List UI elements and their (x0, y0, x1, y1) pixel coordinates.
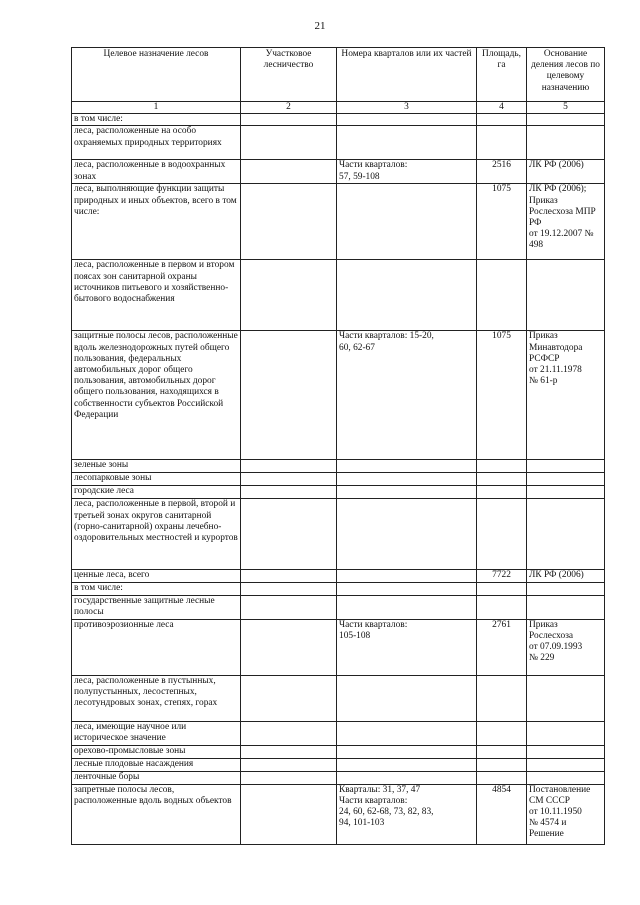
cell-quarters: Кварталы: 31, 37, 47 Части кварталов: 24, 60, 62-68, 73, 82, 83, 94, 101-103 (337, 784, 477, 844)
cell-area: 7722 (477, 570, 527, 583)
cell-purpose: зеленые зоны (72, 460, 241, 473)
cell-district (241, 331, 337, 460)
column-number: 5 (527, 102, 605, 114)
column-number: 1 (72, 102, 241, 114)
cell-basis: ЛК РФ (2006) (527, 570, 605, 583)
cell-basis (527, 486, 605, 499)
cell-area (477, 126, 527, 160)
cell-basis: ЛК РФ (2006); Приказ Рослесхоза МПР РФ от 19.12.2007 № 498 (527, 184, 605, 260)
cell-quarters (337, 499, 477, 570)
column-number: 4 (477, 102, 527, 114)
cell-purpose: противоэрозионные леса (72, 619, 241, 675)
table-row (72, 595, 605, 619)
cell-district (241, 486, 337, 499)
cell-purpose: в том числе: (72, 583, 241, 595)
cell-quarters (337, 260, 477, 331)
table-row (72, 486, 605, 499)
cell-basis: ЛК РФ (2006) (527, 160, 605, 184)
cell-basis (527, 260, 605, 331)
header-quarters: Номера кварталов или их частей (337, 48, 477, 102)
cell-quarters (337, 583, 477, 595)
cell-quarters: Части кварталов: 15-20, 60, 62-67 (337, 331, 477, 460)
cell-basis: Приказ Минавтодора РСФСР от 21.11.1978 № 61-р (527, 331, 605, 460)
cell-district (241, 583, 337, 595)
cell-quarters (337, 758, 477, 771)
table-row (72, 745, 605, 758)
cell-basis (527, 771, 605, 784)
table-row (72, 675, 605, 721)
table-row (72, 771, 605, 784)
cell-district (241, 126, 337, 160)
cell-quarters (337, 114, 477, 126)
cell-quarters (337, 184, 477, 260)
cell-purpose: леса, расположенные в первой, второй и третьей зонах округов санитарной (горно-санитарной) охраны лечебно-оздоровительных местностей и курортов (72, 499, 241, 570)
cell-purpose: государственные защитные лесные полосы (72, 595, 241, 619)
cell-quarters (337, 771, 477, 784)
cell-district (241, 784, 337, 844)
cell-district (241, 473, 337, 486)
cell-area (477, 114, 527, 126)
cell-purpose: леса, имеющие научное или историческое значение (72, 721, 241, 745)
cell-purpose: в том числе: (72, 114, 241, 126)
table-row (72, 583, 605, 595)
cell-area (477, 460, 527, 473)
cell-area (477, 473, 527, 486)
page-number: 21 (314, 20, 326, 32)
cell-area: 1075 (477, 184, 527, 260)
cell-purpose: леса, расположенные на особо охраняемых природных территориях (72, 126, 241, 160)
cell-district (241, 619, 337, 675)
cell-district (241, 499, 337, 570)
cell-purpose: запретные полосы лесов, расположенные вдоль водных объектов (72, 784, 241, 844)
cell-district (241, 184, 337, 260)
cell-district (241, 160, 337, 184)
cell-area (477, 486, 527, 499)
cell-basis (527, 583, 605, 595)
cell-area (477, 745, 527, 758)
cell-quarters: Части кварталов: 57, 59-108 (337, 160, 477, 184)
cell-district (241, 570, 337, 583)
cell-district (241, 260, 337, 331)
cell-purpose: леса, расположенные в водоохранных зонах (72, 160, 241, 184)
table-row (72, 331, 605, 460)
cell-area: 1075 (477, 331, 527, 460)
cell-purpose: ценные леса, всего (72, 570, 241, 583)
cell-basis (527, 758, 605, 771)
cell-basis (527, 460, 605, 473)
forest-purpose-table (71, 47, 605, 845)
header-area: Площадь, га (477, 48, 527, 102)
cell-area (477, 771, 527, 784)
cell-district (241, 595, 337, 619)
cell-area (477, 499, 527, 570)
cell-basis (527, 595, 605, 619)
table-row (72, 460, 605, 473)
cell-purpose: леса, расположенные в пустынных, полупустынных, лесостепных, лесотундровых зонах, степях, горах (72, 675, 241, 721)
cell-quarters (337, 473, 477, 486)
cell-district (241, 745, 337, 758)
cell-quarters (337, 570, 477, 583)
cell-basis (527, 114, 605, 126)
cell-area (477, 595, 527, 619)
cell-basis (527, 745, 605, 758)
cell-district (241, 460, 337, 473)
cell-district (241, 114, 337, 126)
cell-quarters (337, 745, 477, 758)
table-row (72, 619, 605, 675)
column-number-row (72, 102, 605, 114)
header-basis: Основание деления лесов по целевому назначению (527, 48, 605, 102)
cell-area (477, 260, 527, 331)
cell-purpose: ленточные боры (72, 771, 241, 784)
cell-area (477, 675, 527, 721)
cell-area (477, 583, 527, 595)
cell-area: 2761 (477, 619, 527, 675)
table-row (72, 473, 605, 486)
cell-basis (527, 126, 605, 160)
cell-quarters (337, 595, 477, 619)
cell-purpose: леса, расположенные в первом и втором поясах зон санитарной охраны источников питьевого и хозяйственно-бытового водоснабжения (72, 260, 241, 331)
header-purpose: Целевое назначение лесов (72, 48, 241, 102)
table-row (72, 160, 605, 184)
cell-basis (527, 721, 605, 745)
cell-purpose: орехово-промысловые зоны (72, 745, 241, 758)
table-row (72, 721, 605, 745)
cell-basis (527, 675, 605, 721)
column-number: 2 (241, 102, 337, 114)
table-row (72, 114, 605, 126)
cell-purpose: лесопарковые зоны (72, 473, 241, 486)
cell-area: 4854 (477, 784, 527, 844)
cell-purpose: городские леса (72, 486, 241, 499)
header-row (72, 48, 605, 102)
cell-quarters (337, 486, 477, 499)
cell-purpose: леса, выполняющие функции защиты природных и иных объектов, всего в том числе: (72, 184, 241, 260)
cell-purpose: защитные полосы лесов, расположенные вдоль железнодорожных путей общего пользования, федеральных автомобильных дорог общего пользования, автомобильных дорог общего пользования, находящихся в собственности субъектов Российской Федерации (72, 331, 241, 460)
table-row (72, 184, 605, 260)
cell-area (477, 721, 527, 745)
cell-area (477, 758, 527, 771)
cell-district (241, 771, 337, 784)
cell-quarters (337, 721, 477, 745)
table-row (72, 758, 605, 771)
cell-quarters (337, 126, 477, 160)
table-row (72, 126, 605, 160)
table-row (72, 784, 605, 844)
cell-basis (527, 499, 605, 570)
cell-district (241, 758, 337, 771)
cell-basis: Постановление СМ СССР от 10.11.1950 № 4574 и Решение (527, 784, 605, 844)
column-number: 3 (337, 102, 477, 114)
cell-quarters: Части кварталов: 105-108 (337, 619, 477, 675)
cell-district (241, 675, 337, 721)
cell-quarters (337, 460, 477, 473)
cell-quarters (337, 675, 477, 721)
table-row (72, 499, 605, 570)
cell-basis (527, 473, 605, 486)
table-row (72, 570, 605, 583)
cell-area: 2516 (477, 160, 527, 184)
cell-district (241, 721, 337, 745)
cell-basis: Приказ Рослесхоза от 07.09.1993 № 229 (527, 619, 605, 675)
table-row (72, 260, 605, 331)
header-district: Участковое лесничество (241, 48, 337, 102)
cell-purpose: лесные плодовые насаждения (72, 758, 241, 771)
